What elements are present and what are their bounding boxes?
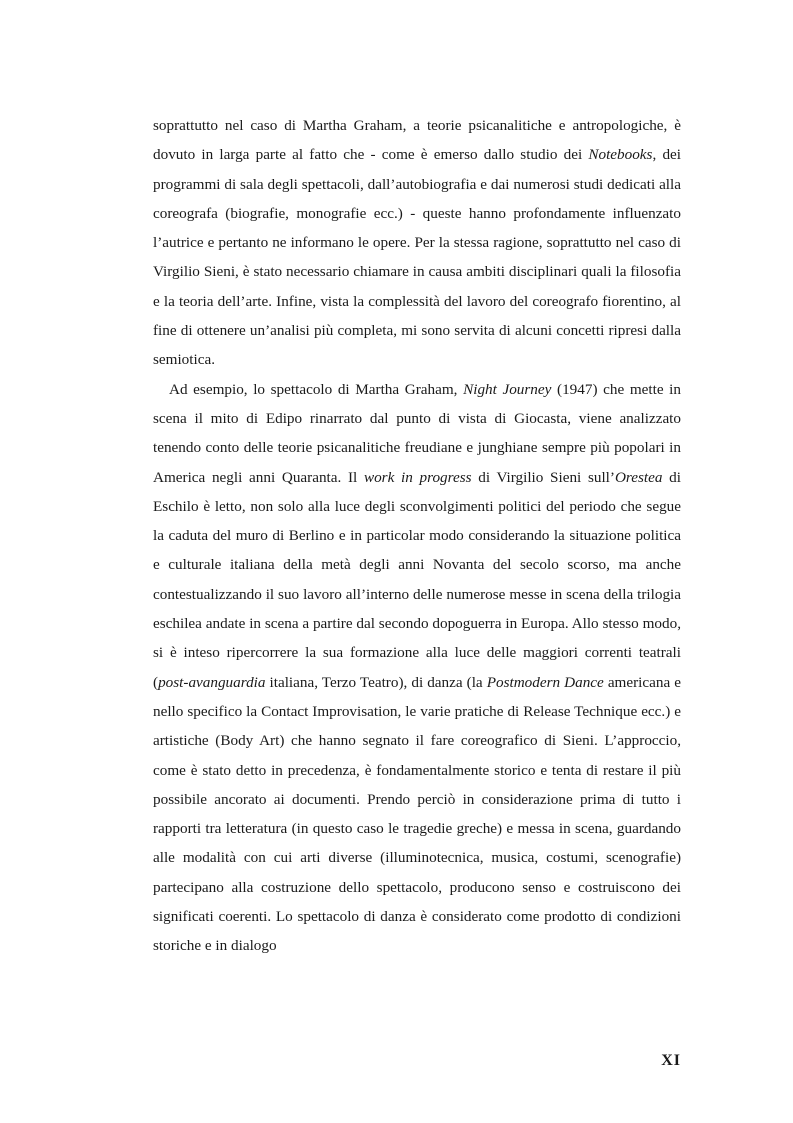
text-segment: di Virgilio Sieni sull’ [471,468,615,486]
italic-term: work in progress [363,468,472,486]
text-segment: Ad esempio, lo spettacolo di Martha Graham, [169,380,464,398]
text-segment: soprattutto nel caso di Martha Graham, a teorie psicanalitiche e antropologiche, è dovuto in larga parte al fatto che - come è emerso dallo studio dei [153,117,681,164]
text-segment: di Eschilo è letto, non solo alla luce degli sconvolgimenti politici del periodo che segue la caduta del muro di Berlino e in particolar modo considerando la situazione politica e culturale italiana della metà degli anni Novanta del secolo scorso, ma anche contestualizzando il suo lavoro all’interno delle numerose messe in scena della trilogia eschilea andate in scena a partire dal secondo dopoguerra in Europa. Allo stesso modo, si è inteso ripercorrere la sua formazione alla luce delle maggiori correnti teatrali ( [153,468,681,691]
page-number: XI [661,1052,681,1069]
paragraph-2 [153,375,681,961]
text-segment: italiana, Terzo Teatro), di danza (la [265,673,487,691]
text-segment: , dei programmi di sala degli spettacoli, dall’autobiografia e dai numerosi studi dedicati alla coreografa (biografie, monografie ecc.) - queste hanno profondamente influenzato l’autrice e pertanto ne informano le opere. Per la stessa ragione, soprattutto nel caso di Virgilio Sieni, è stato necessario chiamare in causa ambiti disciplinari quali la filosofia e la teoria dell’arte. Infine, vista la complessità del lavoro del coreografo fiorentino, al fine di ottenere un’analisi più completa, mi sono servita di alcuni concetti ripresi dalla semiotica. [153,146,681,369]
text-segment: (1947) che mette in scena il mito di Edipo rinarrato dal punto di vista di Giocasta, viene analizzato tenendo conto delle teorie psicanalitiche freudiane e junghiane sempre più popolari in America negli anni Quaranta. Il [153,380,681,486]
italic-title: Night Journey [463,380,552,398]
italic-term: Postmodern Dance [486,673,604,691]
italic-title: Notebooks [588,146,653,164]
italic-title: Orestea [614,468,663,486]
italic-term: post-avanguardia [158,673,266,691]
text-segment: americana e nello specifico la Contact Improvisation, le varie pratiche di Release Technique ecc.) e artistiche (Body Art) che hanno segnato il fare coreografico di Sieni. L’approccio, come è stato detto in precedenza, è fondamentalmente storico e tenta di restare il più possibile ancorato ai documenti. Prendo perciò in considerazione prima di tutto i rapporti tra letteratura (in questo caso le tragedie greche) e messa in scena, guardando alle modalità con cui arti diverse (illuminotecnica, musica, costumi, scenografie) partecipano alla costruzione dello spettacolo, producono senso e costruiscono dei significati coerenti. Lo spettacolo di danza è considerato come prodotto di condizioni storiche e in dialogo [153,673,681,955]
paragraph-1 [153,111,681,375]
body-text [153,111,681,961]
